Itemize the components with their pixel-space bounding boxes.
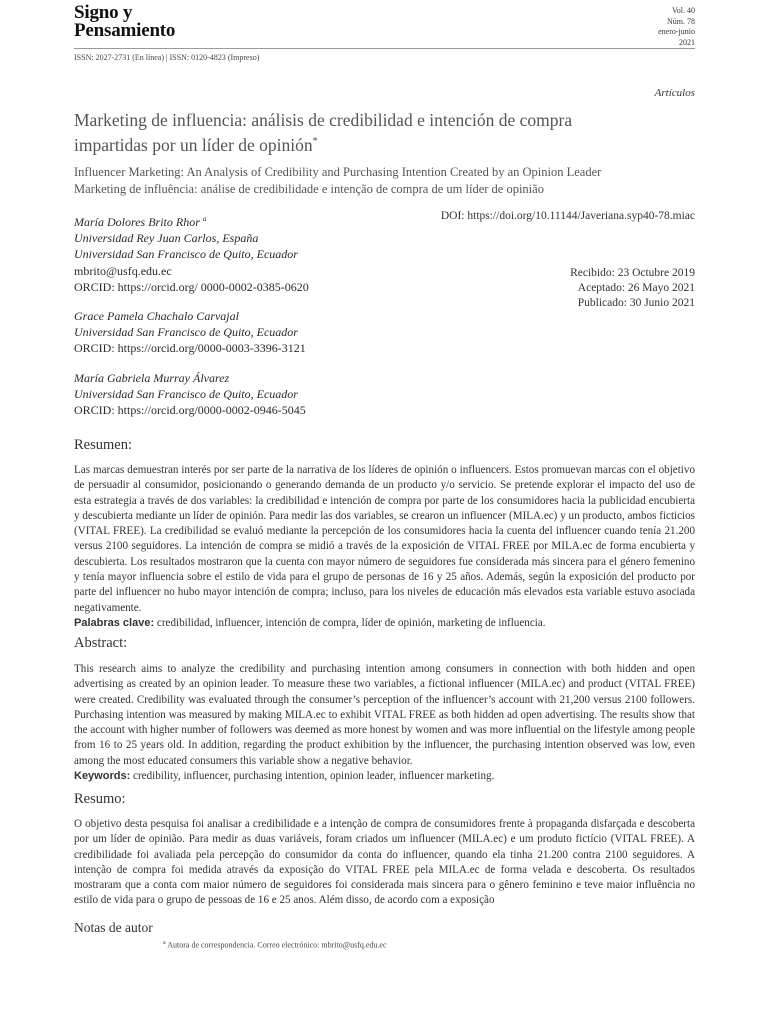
author-affiliation: Universidad San Francisco de Quito, Ecuador bbox=[74, 325, 298, 340]
author-block bbox=[74, 370, 414, 419]
volume: Vol. 40 bbox=[672, 6, 695, 15]
resumen-heading: Resumen: bbox=[74, 437, 132, 453]
author-footnote-mark[interactable]: a bbox=[202, 215, 207, 223]
date-received: Recibido: 23 Octubre 2019 bbox=[570, 267, 695, 279]
logo-line-1: Signo y bbox=[74, 2, 133, 23]
author-orcid[interactable]: ORCID: https://orcid.org/0000-0003-3396-3121 bbox=[74, 341, 306, 356]
subtitle-en: Influencer Marketing: An Analysis of Credibility and Purchasing Intention Created by an Opinion Leader bbox=[74, 165, 602, 179]
author-name: María Gabriela Murray Álvarez bbox=[74, 370, 230, 385]
author-affiliation: Universidad Rey Juan Carlos, España bbox=[74, 231, 259, 246]
keywords-label: Palabras clave: bbox=[74, 616, 155, 629]
author-orcid[interactable]: ORCID: https://orcid.org/0000-0002-0946-5045 bbox=[74, 403, 306, 418]
note-mark: a bbox=[163, 940, 166, 946]
subtitle-pt: Marketing de influência: análise de credibilidade e intenção de compra de um líder de opinião bbox=[74, 182, 544, 196]
doi-link[interactable]: DOI: https://doi.org/10.11144/Javeriana.syp40-78.miac bbox=[440, 210, 695, 222]
abstract-body bbox=[74, 662, 695, 784]
notes-heading: Notas de autor bbox=[74, 920, 153, 935]
issn: ISSN: 2027-2731 (En línea) | ISSN: 0120-4823 (Impreso) bbox=[74, 53, 260, 62]
author-email[interactable]: mbrito@usfq.edu.ec bbox=[74, 263, 172, 278]
header-divider bbox=[74, 48, 695, 49]
note-text: Autora de correspondencia. Correo electrónico: mbrito@usfq.edu.ec bbox=[165, 940, 387, 950]
author-block bbox=[74, 211, 414, 295]
author-affiliation: Universidad San Francisco de Quito, Ecuador bbox=[74, 386, 298, 401]
author-name bbox=[74, 211, 414, 230]
keywords-label: Keywords: bbox=[74, 770, 131, 783]
article-dates bbox=[570, 266, 695, 311]
author-name: Grace Pamela Chachalo Carvajal bbox=[74, 309, 239, 324]
subtitles bbox=[74, 164, 704, 198]
abstract-text: This research aims to analyze the credibility and purchasing intention among consumers in connection with both hidden and open advertising as created by an opinion leader. To measure these two variables, a fictional influencer (MILA.ec) and product (VITAL FREE) were created. Credibility was evaluated through the consumer’s perception of the influencer’s account with 21,200 versus 2100 followers. Purchasing intention was measured by making MILA.ec to exhibit VITAL FREE as both hidden ad open advertising. The results show that the account with higher number of followers was deemed as more honest by women and was more influential on the lifestyle among people from 16 to 25 years old. In addition, regarding the product exhibition by the influencer, the purchasing intention observed was low, even among the most educated consumers this variable show a negative behavior. bbox=[74, 663, 695, 767]
journal-logo bbox=[74, 4, 175, 40]
author-orcid[interactable]: ORCID: https://orcid.org/ 0000-0002-0385-0620 bbox=[74, 279, 309, 294]
keywords-text: credibility, influencer, purchasing intention, opinion leader, influencer marketing. bbox=[130, 770, 495, 783]
number: Núm. 78 bbox=[667, 16, 695, 26]
article-title bbox=[74, 110, 634, 156]
date-published: Publicado: 30 Junio 2021 bbox=[577, 297, 695, 309]
resumo-body bbox=[74, 817, 695, 909]
date-accepted: Aceptado: 26 Mayo 2021 bbox=[577, 282, 695, 294]
title-text: Marketing de influencia: análisis de credibilidad e intención de compra impartidas por un líder de opinión bbox=[74, 110, 573, 155]
issue-info bbox=[658, 6, 695, 48]
author-note bbox=[163, 940, 387, 950]
title-footnote-mark[interactable]: * bbox=[312, 136, 318, 147]
author-name-text: María Dolores Brito Rhor bbox=[74, 215, 200, 229]
abstract-heading: Abstract: bbox=[74, 635, 128, 651]
abstract-keywords bbox=[74, 769, 695, 784]
resumen-body bbox=[74, 463, 695, 631]
year: 2021 bbox=[679, 37, 695, 47]
section-label: Artículos bbox=[654, 87, 695, 99]
author-block bbox=[74, 308, 414, 357]
keywords-text: credibilidad, influencer, intención de compra, líder de opinión, marketing de influencia. bbox=[154, 616, 546, 629]
resumo-heading: Resumo: bbox=[74, 791, 126, 807]
period: enero-junio bbox=[658, 27, 695, 36]
resumen-text: Las marcas demuestran interés por ser parte de la narrativa de los líderes de opinión o influencers. Estos promuevan marcas con el objetivo de persuadir al consumidor, posicionando o generando demanda de un producto y/o servicio. Se pretende explorar el impacto del uso de esta estrategia a través de dos variables: la credibilidad e intención de compra por parte de los consumidores hacia la publicidad encubierta y descubierta mediante un líder de opinión. Para medir las dos variables, se crearon un influencer (MILA.ec) y un producto, ambos ficticios (VITAL FREE). La credibilidad se evaluó mediante la percepción de los consumidores hacia la cuenta del influencer cuando tenía 21.200 versus 2100 seguidores. La intención de compra se midió a través de la exposición de VITAL FREE por MILA.ec de forma encubierta y descubierta. Los resultados mostraron que la cuenta con mayor número de seguidores fue considerada más sincera para el género femenino y tenía mayor influencia sobre el estilo de vida para el grupo de personas de 16 y 25 años. Además, según la exposición del producto por parte del influencer no hubo mayor intención de compra; incluso, para los niveles de educación más elevados esta variable estuvo asociada negativamente. bbox=[74, 464, 695, 614]
author-list bbox=[74, 211, 414, 426]
logo-line-2: Pensamiento bbox=[74, 20, 176, 41]
resumen-keywords bbox=[74, 616, 695, 631]
author-affiliation: Universidad San Francisco de Quito, Ecuador bbox=[74, 247, 298, 262]
resumo-text: O objetivo desta pesquisa foi analisar a credibilidade e a intenção de compra de consumidores frente à propaganda disfarçada e descoberta por um líder de opinião. Para medir as duas variáveis, foram criados um influencer (MILA.ec) e um produto fictício (VITAL FREE). A credibilidade foi avaliada pela percepção do consumidor da conta do influencer, quando ela tinha 21.200 contra 2100 seguidores. A intenção de compra foi medida através da exposição do VITAL FREE pela MILA.ec de forma velada e descoberta. Os resultados mostraram que a conta com maior número de seguidores foi considerada mais sincera para o gênero feminino e teve maior influência no estilo de vida para o grupo de pessoas de 16 e 25 anos. Além disso, de acordo com a exposição bbox=[74, 818, 695, 907]
